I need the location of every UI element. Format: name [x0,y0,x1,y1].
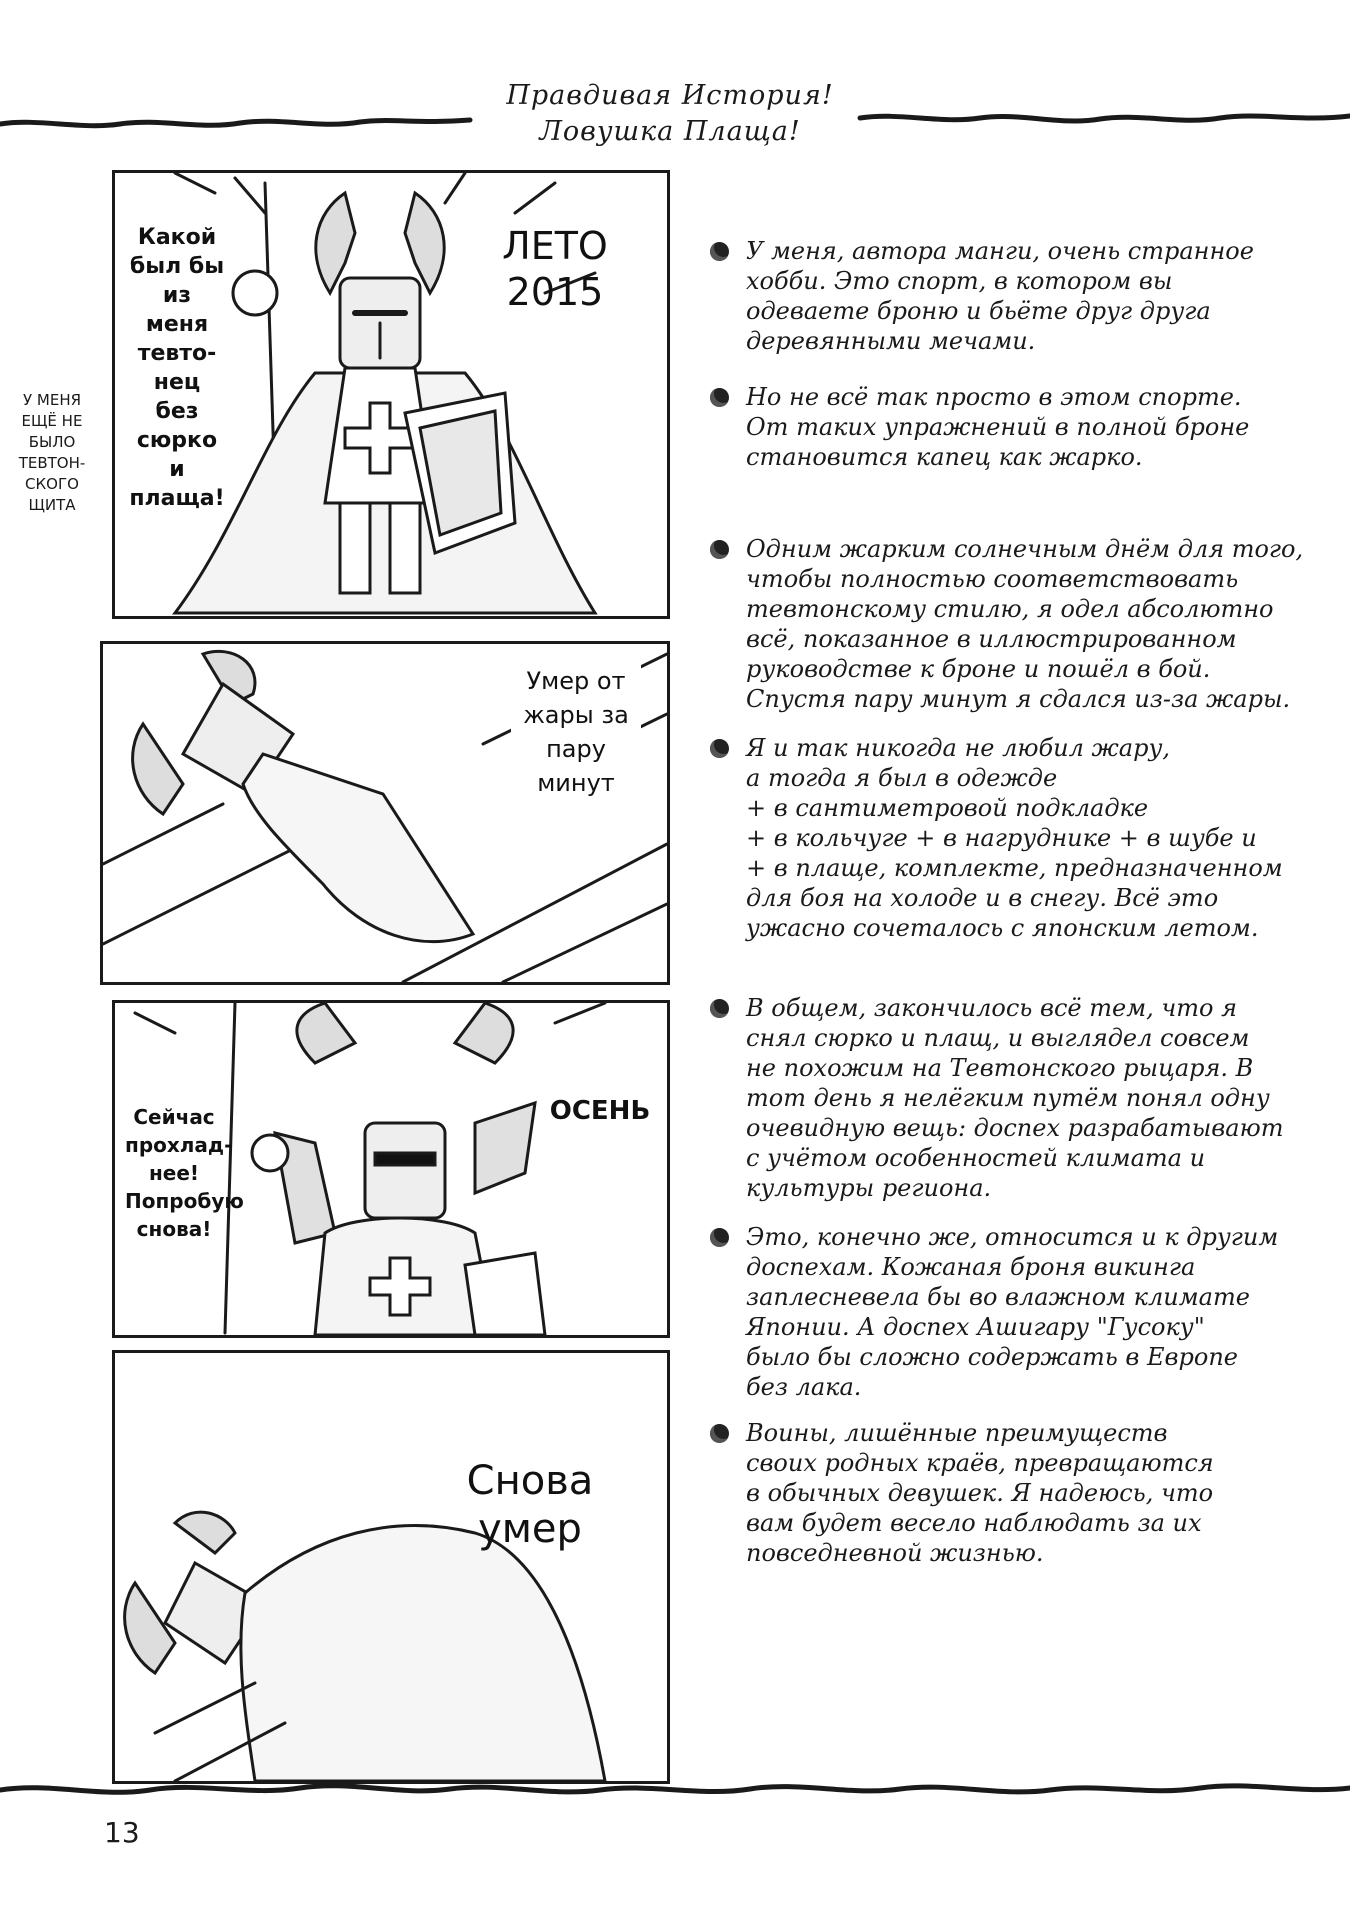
paragraph-line: без лака. [746,1373,862,1401]
comic-panel-3 [112,1000,670,1338]
paragraph-line: Но не всё так просто в этом спорте. [746,383,1242,411]
paragraph-7 [712,1418,1332,1568]
panel-2-speech: Умер от жары за пару минут [511,664,641,800]
paragraph-6 [712,1222,1332,1402]
fallen-knight-illustration [115,1353,667,1781]
paragraph-line: Я и так никогда не любил жару, [746,734,1171,762]
paragraph-2 [712,382,1332,472]
paragraph-line: + в плаще, комплекте, предназначенном [746,854,1283,882]
paragraph-line: не похожим на Тевтонского рыцаря. В [746,1054,1254,1082]
panel-1-caption: ЛЕТО 2015 [502,224,608,314]
bullet-icon [710,1424,729,1443]
panel-1-speech: Какой был бы из меня тевто-нец без сюрко и плаща! [129,225,225,511]
comic-panel-4 [112,1350,670,1784]
paragraph-3 [712,534,1332,714]
paragraph-line: Одним жарким солнечным днём для того, [746,535,1304,563]
title-line-1: Правдивая История! [506,80,834,111]
paragraph-line: + в кольчуге + в нагруднике + в шубе и [746,824,1257,852]
paragraph-line: очевидную вещь: доспех разрабатывают [746,1114,1284,1142]
paragraph-line: вам будет весело наблюдать за их [746,1509,1202,1537]
paragraph-line: чтобы полностью соответствовать [746,565,1239,593]
page-number: 13 [104,1816,140,1849]
footer-wavy-rule [0,1760,1350,1820]
paragraph-line: тот день я нелёгким путём понял одну [746,1084,1270,1112]
paragraph-4 [712,733,1332,943]
comic-panel-2 [100,641,670,985]
paragraph-line: повседневной жизнью. [746,1539,1044,1567]
paragraph-line: становится капец как жарко. [746,443,1143,471]
bullet-icon [710,739,729,758]
title-line-2: Ловушка Плаща! [539,116,801,147]
paragraph-line: ужасно сочеталось с японским летом. [746,914,1259,942]
panel-3-speech: Сейчас прохлад-нее! Попробую снова! [125,1105,244,1241]
paragraph-line: тевтонскому стилю, я одел абсолютно [746,595,1274,623]
paragraph-line: для боя на холоде и в снегу. Всё это [746,884,1219,912]
paragraph-line: От таких упражнений в полной броне [746,413,1250,441]
paragraph-line: в обычных девушек. Я надеюсь, что [746,1479,1214,1507]
paragraph-line: снял сюрко и плащ, и выглядел совсем [746,1024,1250,1052]
paragraph-line: было бы сложно содержать в Европе [746,1343,1238,1371]
panel-4-caption: Снова умер [466,1458,594,1552]
paragraph-1 [712,236,1332,356]
paragraph-line: Воины, лишённые преимуществ [746,1419,1168,1447]
panel-3-caption: ОСЕНЬ [549,1096,651,1126]
paragraph-line: а тогда я был в одежде [746,764,1058,792]
paragraph-line: своих родных краёв, превращаются [746,1449,1214,1477]
paragraph-line: Спустя пару минут я сдался из-за жары. [746,685,1291,713]
page-title [480,78,860,150]
side-note: У МЕНЯ ЕЩЁ НЕ БЫЛО ТЕВТОН-СКОГО ЩИТА [18,391,86,514]
paragraph-line: доспехам. Кожаная броня викинга [746,1253,1196,1281]
paragraph-line: Это, конечно же, относится и к другим [746,1223,1279,1251]
comic-panel-1 [112,170,670,619]
paragraph-line: У меня, автора манги, очень странное [746,237,1254,265]
paragraph-line: культуры региона. [746,1174,992,1202]
paragraph-line: В общем, закончилось всё тем, что я [746,994,1238,1022]
bullet-icon [710,388,729,407]
paragraph-line: Японии. А доспех Ашигару "Гусоку" [746,1313,1205,1341]
bullet-icon [710,999,729,1018]
paragraph-line: + в сантиметровой подкладке [746,794,1149,822]
paragraph-line: одеваете броню и бьёте друг друга [746,297,1211,325]
bullet-icon [710,242,729,261]
paragraph-line: хобби. Это спорт, в котором вы [746,267,1173,295]
bullet-icon [710,1228,729,1247]
paragraph-line: всё, показанное в иллюстрированном [746,625,1237,653]
paragraph-line: заплесневела бы во влажном климате [746,1283,1250,1311]
bullet-icon [710,540,729,559]
paragraph-line: с учётом особенностей климата и [746,1144,1206,1172]
paragraph-line: деревянными мечами. [746,327,1036,355]
paragraph-5 [712,993,1332,1203]
paragraph-line: руководстве к броне и пошёл в бой. [746,655,1211,683]
